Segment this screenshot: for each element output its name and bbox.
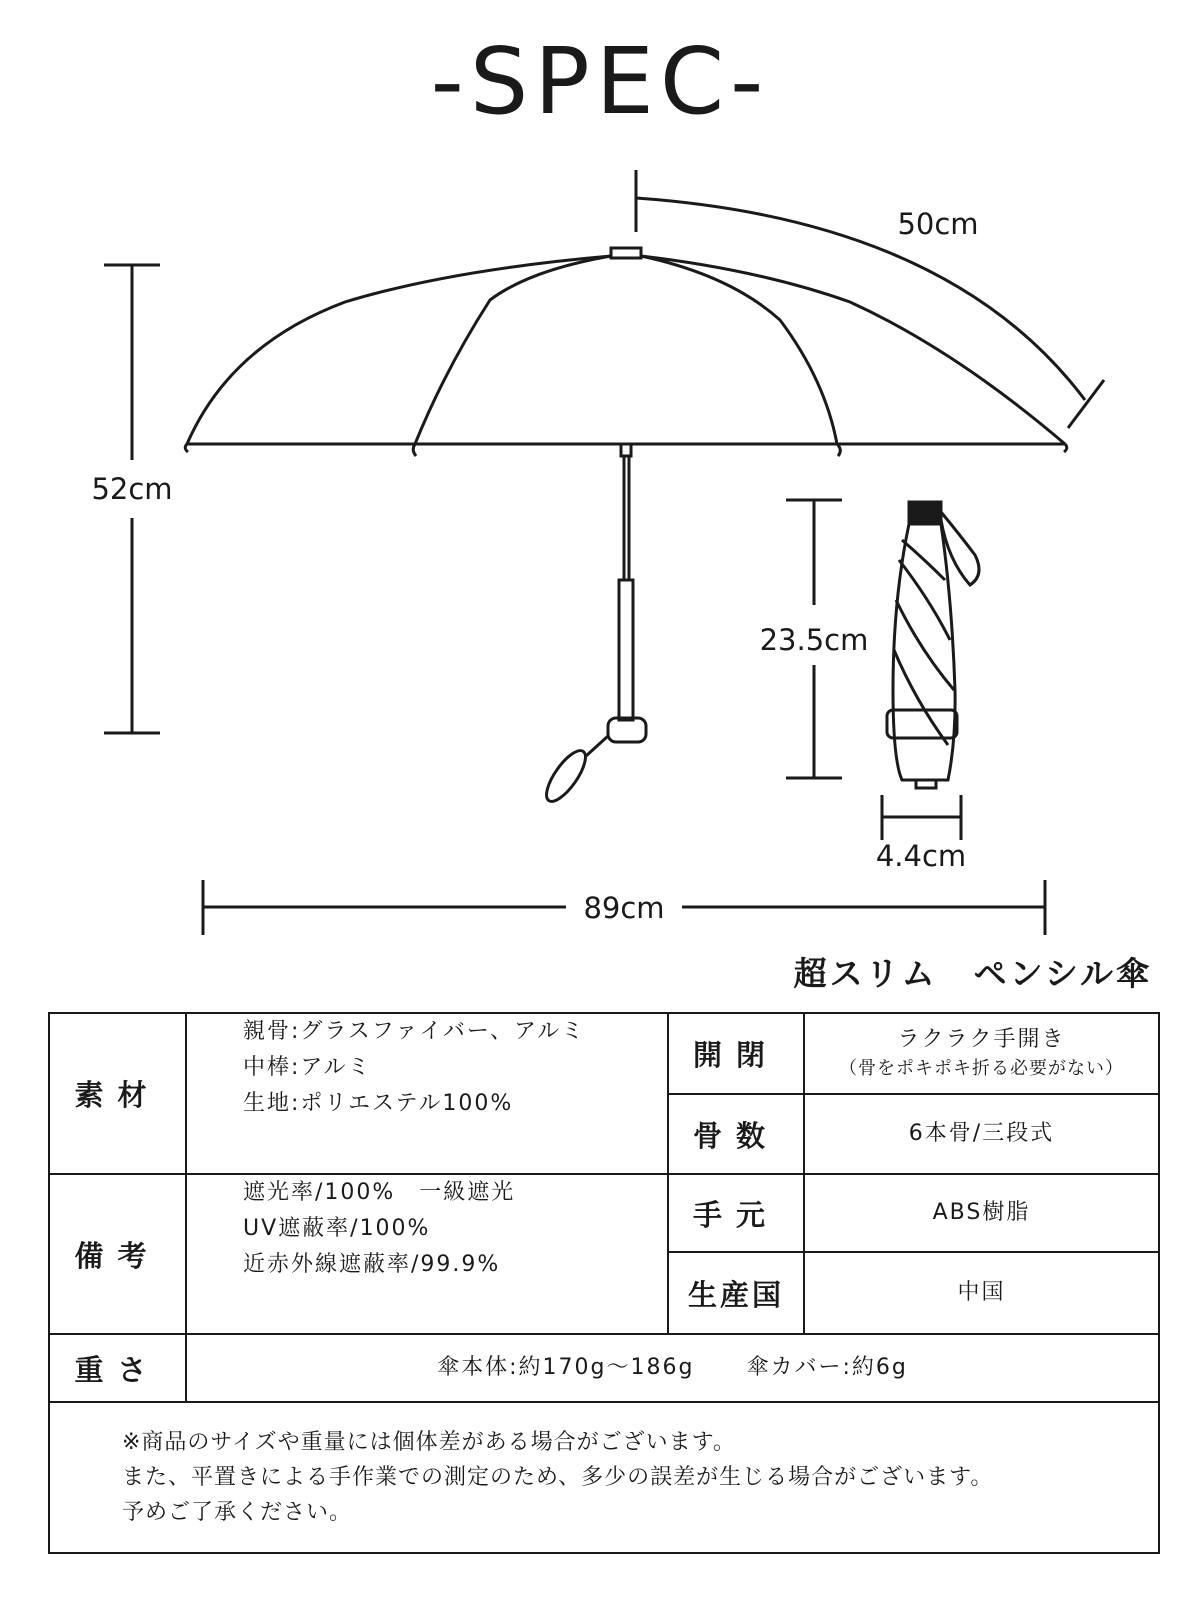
remarks-header: 備考: [74, 1238, 161, 1273]
weight-value: [187, 1335, 1158, 1401]
rib-length-label: 50cm: [897, 207, 979, 241]
note-line: また、平置きによる手作業での測定のため、多少の誤差が生じる場合がございます。: [122, 1465, 994, 1490]
opening-method: ラクラク手開き: [897, 1026, 1066, 1052]
closed-length-label: 23.5cm: [759, 623, 869, 657]
opening-note: （骨をポキポキ折る必要がない）: [839, 1057, 1124, 1079]
origin-value: 中国: [957, 1280, 1006, 1305]
ribs-header: 骨数: [692, 1118, 779, 1153]
product-name: 超スリム ペンシル傘: [793, 954, 1152, 993]
note-line: 予めご了承ください。: [122, 1500, 353, 1525]
closed-umbrella-icon: [887, 502, 979, 788]
material-value: [187, 1014, 667, 1173]
notes: [122, 1403, 1152, 1552]
handle-header: 手元: [692, 1197, 779, 1232]
opening-header: 開閉: [692, 1038, 779, 1072]
remarks-line: UV遮蔽率/100%: [243, 1216, 431, 1241]
material-line: 親骨:グラスファイバー、アルミ: [243, 1019, 586, 1044]
closed-diameter-dimension: [882, 795, 961, 840]
remarks-line: 近赤外線遮蔽率/99.9%: [243, 1252, 501, 1277]
material-line: 中棒:アルミ: [243, 1055, 372, 1080]
weight-body: 傘本体:約170g〜186g: [437, 1355, 695, 1380]
open-width-label: 89cm: [583, 891, 665, 925]
remarks-line: 遮光率/100% 一級遮光: [243, 1180, 516, 1205]
ribs-value: 6本骨/三段式: [908, 1121, 1055, 1146]
rib-dimension-arc: [636, 198, 1085, 400]
material-line: 生地:ポリエステル100%: [243, 1091, 514, 1116]
spec-table: [48, 1012, 1160, 1554]
remarks-value: [187, 1175, 667, 1333]
weight-cover: 傘カバー:約6g: [746, 1355, 908, 1380]
open-height-label: 52cm: [91, 472, 173, 506]
material-header: 素材: [74, 1078, 161, 1112]
page-title: -SPEC-: [430, 28, 770, 135]
opening-value: [805, 1014, 1158, 1093]
weight-header: 重さ: [74, 1352, 161, 1387]
origin-header: 生産国: [687, 1277, 784, 1312]
handle-value: ABS樹脂: [932, 1200, 1031, 1225]
closed-diameter-label: 4.4cm: [875, 839, 967, 873]
note-line: ※商品のサイズや重量には個体差がある場合がございます。: [122, 1430, 736, 1455]
